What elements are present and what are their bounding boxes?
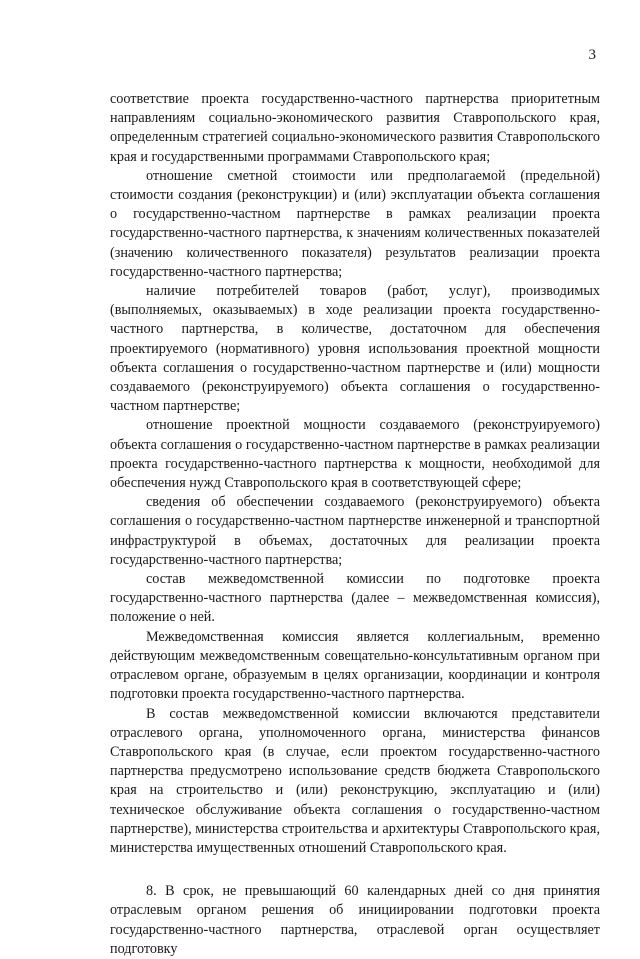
page-number: 3	[588, 47, 596, 63]
paragraph-3: наличие потребителей товаров (работ, услуг), производимых (выполняемых, оказываемых) в ходе реализации проекта государственно-частного партнерства, в количестве, достаточном для обеспечения проектируемого (нормативного) уровня использования проектной мощности объекта соглашения о государственно-частном партнерстве и (или) мощности создаваемого (реконструируемого) объекта соглашения о государственно-частном партнерстве;	[110, 283, 600, 415]
paragraph-1: соответствие проекта государственно-частного партнерства приоритетным направлениям социально-экономического развития Ставропольского края, определенным стратегией социально-экономического развития Ставропольского края и государственными программами Ставропольского края;	[110, 91, 600, 165]
paragraph-4: отношение проектной мощности создаваемого (реконструируемого) объекта соглашения о государственно-частном партнерстве в рамках реализации проекта государственно-частного партнерства к мощности, необходимой для обеспечения нужд Ставропольского края в соответствующей сфере;	[110, 417, 600, 492]
document-body	[110, 90, 600, 959]
paragraph-5: сведения об обеспечении создаваемого (реконструируемого) объекта соглашения о государственно-частном партнерстве инженерной и транспортной инфраструктурой в объемах, достаточных для реализации проекта государственно-частного партнерства;	[110, 494, 600, 568]
paragraph-7: Межведомственная комиссия является коллегиальным, временно действующим межведомственным совещательно-консультативным органом при отраслевом органе, образуемым в целях организации, координации и контроля подготовки проекта государственно-частного партнерства.	[110, 628, 600, 703]
paragraph-6: состав межведомственной комиссии по подготовке проекта государственно-частного партнерства (далее – межведомственная комиссия), положение о ней.	[110, 571, 600, 626]
paragraph-2: отношение сметной стоимости или предполагаемой (предельной) стоимости создания (реконструкции) и (или) эксплуатации объекта соглашения о государственно-частном партнерстве в рамках реализации проекта государственно-частного партнерства, к значениям количественных показателей (значению количественного показателя) результатов реализации проекта государственно-частного партнерства;	[110, 167, 600, 280]
paragraph-9: 8. В срок, не превышающий 60 календарных дней со дня принятия отраслевым органом решения об инициировании подготовки проекта государственно-частного партнерства, отраслевой орган осуществляет подготовку	[110, 883, 600, 957]
paragraph-8: В состав межведомственной комиссии включаются представители отраслевого органа, уполномоченного органа, министерства финансов Ставропольского края (в случае, если проектом государственно-частного партнерства предусмотрено использование средств бюджета Ставропольского края на строительство и (или) реконструкцию, эксплуатацию и (или) техническое обслуживание объекта соглашения о государственно-частном партнерстве), министерства строительства и архитектуры Ставропольского края, министерства имущественных отношений Ставропольского края.	[110, 705, 600, 856]
